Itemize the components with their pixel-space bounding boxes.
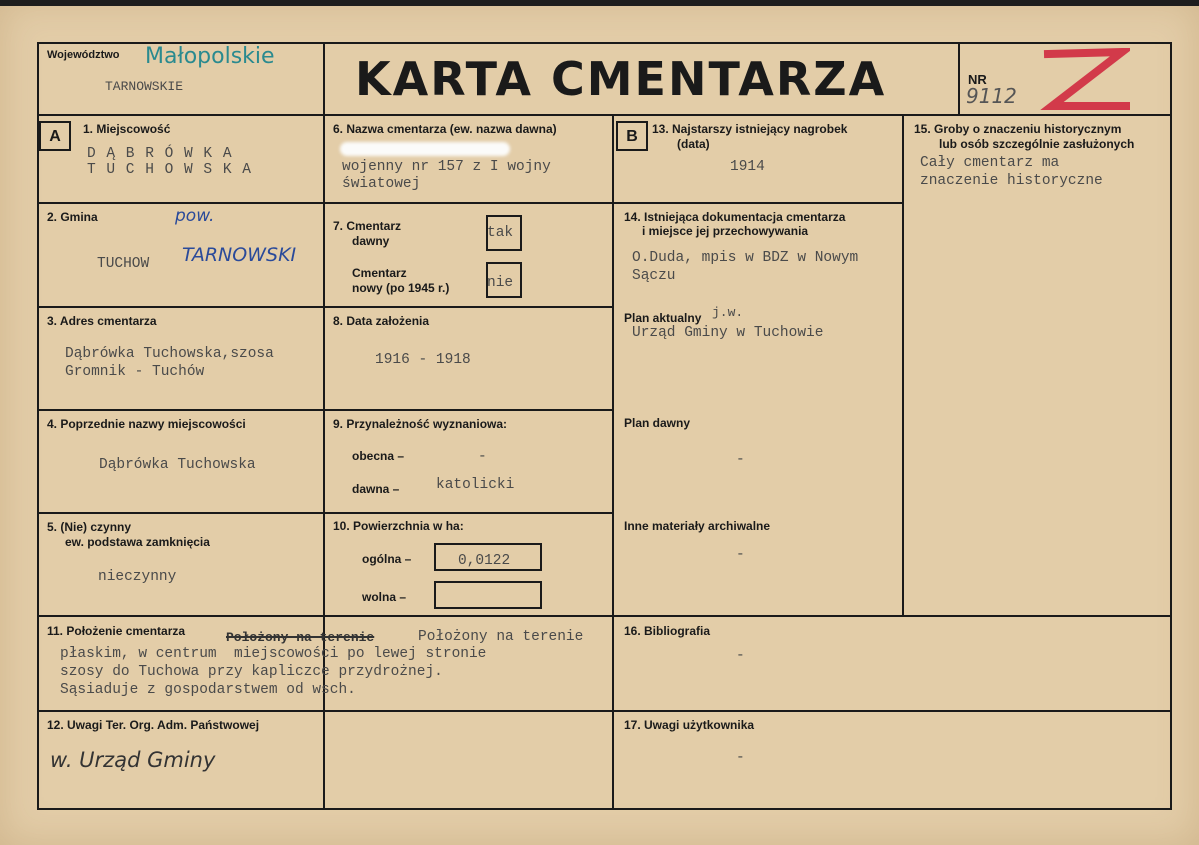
card-title: KARTA CMENTARZA bbox=[355, 52, 887, 106]
f16-label: 16. Bibliografia bbox=[624, 624, 711, 638]
f11-value-2: płaskim, w centrum miejscowości po lewej stronie bbox=[60, 646, 487, 662]
row-divider-3 bbox=[37, 409, 614, 411]
row-divider-6 bbox=[37, 710, 1172, 712]
f7-new-label-2: nowy (po 1945 r.) bbox=[352, 281, 450, 295]
region-typed: TARNOWSKIE bbox=[105, 79, 184, 94]
f11-struck-text: Położony na terenie bbox=[226, 630, 375, 645]
f12-label: 12. Uwagi Ter. Org. Adm. Państwowej bbox=[47, 718, 260, 732]
f7-old-label-1: 7. Cmentarz bbox=[333, 219, 402, 233]
row-divider-4 bbox=[37, 512, 614, 514]
f7-old-label-2: dawny bbox=[352, 234, 390, 248]
f11-value-1: Położony na terenie bbox=[418, 629, 584, 645]
f14-archive-value: - bbox=[736, 547, 745, 563]
f1-value-2: T U C H O W S K A bbox=[87, 162, 252, 178]
region-stamp: Małopolskie bbox=[145, 44, 275, 69]
f15-value-2: znaczenie historyczne bbox=[920, 173, 1103, 189]
redaction-mark bbox=[340, 142, 510, 156]
f10-total-value: 0,0122 bbox=[458, 553, 511, 569]
f12-hand: w. Urząd Gminy bbox=[50, 748, 216, 772]
f2-hand-tarnowski: TARNOWSKI bbox=[182, 244, 297, 266]
f11-value-4: Sąsiaduje z gospodarstwem od wsch. bbox=[60, 682, 356, 698]
f15-label-2: lub osób szczególnie zasłużonych bbox=[939, 137, 1135, 151]
f14-label-2: i miejsce jej przechowywania bbox=[642, 224, 809, 238]
f14-plan-old-value: - bbox=[736, 452, 745, 468]
f14-value-1: O.Duda, mpis w BDZ w Nowym bbox=[632, 250, 859, 266]
f7-new-label-1: Cmentarz bbox=[352, 266, 407, 280]
f15-value-1: Cały cmentarz ma bbox=[920, 155, 1060, 171]
f6-value-1: wojenny nr 157 z I wojny bbox=[342, 159, 551, 175]
f8-value: 1916 - 1918 bbox=[375, 352, 471, 368]
section-a-box: A bbox=[39, 121, 71, 151]
f10-free-box bbox=[434, 581, 542, 609]
f3-value-2: Gromnik - Tuchów bbox=[65, 364, 205, 380]
f3-label: 3. Adres cmentarza bbox=[47, 314, 157, 328]
f15-label-1: 15. Groby o znaczeniu historycznym bbox=[914, 122, 1122, 136]
row-divider-2 bbox=[37, 306, 614, 308]
header-divider bbox=[37, 114, 1172, 116]
nr-value: 9112 bbox=[966, 84, 1017, 108]
red-z-mark bbox=[1040, 48, 1130, 114]
f14-plan-current-hand: j.w. bbox=[712, 305, 744, 320]
f7-old-value: tak bbox=[487, 225, 514, 241]
f5-label-2: ew. podstawa zamknięcia bbox=[65, 535, 210, 549]
f9-former-value: katolicki bbox=[436, 477, 515, 493]
f6-value-2: światowej bbox=[342, 176, 421, 192]
f13-value: 1914 bbox=[730, 159, 765, 175]
f10-label: 10. Powierzchnia w ha: bbox=[333, 519, 464, 533]
row-divider-5 bbox=[37, 615, 1172, 617]
row-divider-1 bbox=[37, 202, 614, 204]
column-divider-2 bbox=[612, 114, 614, 810]
f4-value: Dąbrówka Tuchowska bbox=[99, 457, 256, 473]
f14-plan-old-label: Plan dawny bbox=[624, 416, 691, 430]
f1-label: 1. Miejscowość bbox=[83, 122, 171, 136]
f3-value-1: Dąbrówka Tuchowska,szosa bbox=[65, 346, 274, 362]
f10-total-label: ogólna – bbox=[362, 552, 412, 566]
f9-label: 9. Przynależność wyznaniowa: bbox=[333, 417, 508, 431]
f10-free-label: wolna – bbox=[362, 590, 407, 604]
f7-new-value: nie bbox=[487, 275, 514, 291]
f14-plan-current-value: Urząd Gminy w Tuchowie bbox=[632, 325, 824, 341]
f14-label-1: 14. Istniejąca dokumentacja cmentarza bbox=[624, 210, 846, 224]
f8-label: 8. Data założenia bbox=[333, 314, 430, 328]
row-divider-b bbox=[612, 202, 904, 204]
f2-value: TUCHOW bbox=[97, 256, 150, 272]
f9-current-label: obecna – bbox=[352, 449, 405, 463]
f6-label: 6. Nazwa cmentarza (ew. nazwa dawna) bbox=[333, 122, 557, 136]
f1-value-1: D Ą B R Ó W K A bbox=[87, 146, 233, 162]
nr-divider bbox=[958, 42, 960, 114]
f9-current-value: - bbox=[478, 449, 487, 465]
f14-plan-current-label: Plan aktualny bbox=[624, 311, 702, 325]
column-divider-3 bbox=[902, 114, 904, 616]
f11-value-3: szosy do Tuchowa przy kapliczce przydrożnej. bbox=[60, 664, 443, 680]
f14-value-2: Sączu bbox=[632, 268, 676, 284]
f17-label: 17. Uwagi użytkownika bbox=[624, 718, 755, 732]
f16-value: - bbox=[736, 648, 745, 664]
f4-label: 4. Poprzednie nazwy miejscowości bbox=[47, 417, 246, 431]
f5-value: nieczynny bbox=[98, 569, 177, 585]
f14-archive-label: Inne materiały archiwalne bbox=[624, 519, 771, 533]
f11-label: 11. Położenie cmentarza bbox=[47, 624, 186, 638]
wojewodztwo-label: Województwo bbox=[47, 49, 120, 61]
f13-label-1: 13. Najstarszy istniejący nagrobek bbox=[652, 122, 848, 136]
f9-former-label: dawna – bbox=[352, 482, 400, 496]
f17-value: - bbox=[736, 750, 745, 766]
f2-label: 2. Gmina bbox=[47, 210, 98, 224]
f2-hand-pow: pow. bbox=[175, 206, 215, 226]
nr-label: NR bbox=[968, 72, 987, 87]
f5-label-1: 5. (Nie) czynny bbox=[47, 520, 132, 534]
section-b-box: B bbox=[616, 121, 648, 151]
f13-label-2: (data) bbox=[677, 137, 710, 151]
